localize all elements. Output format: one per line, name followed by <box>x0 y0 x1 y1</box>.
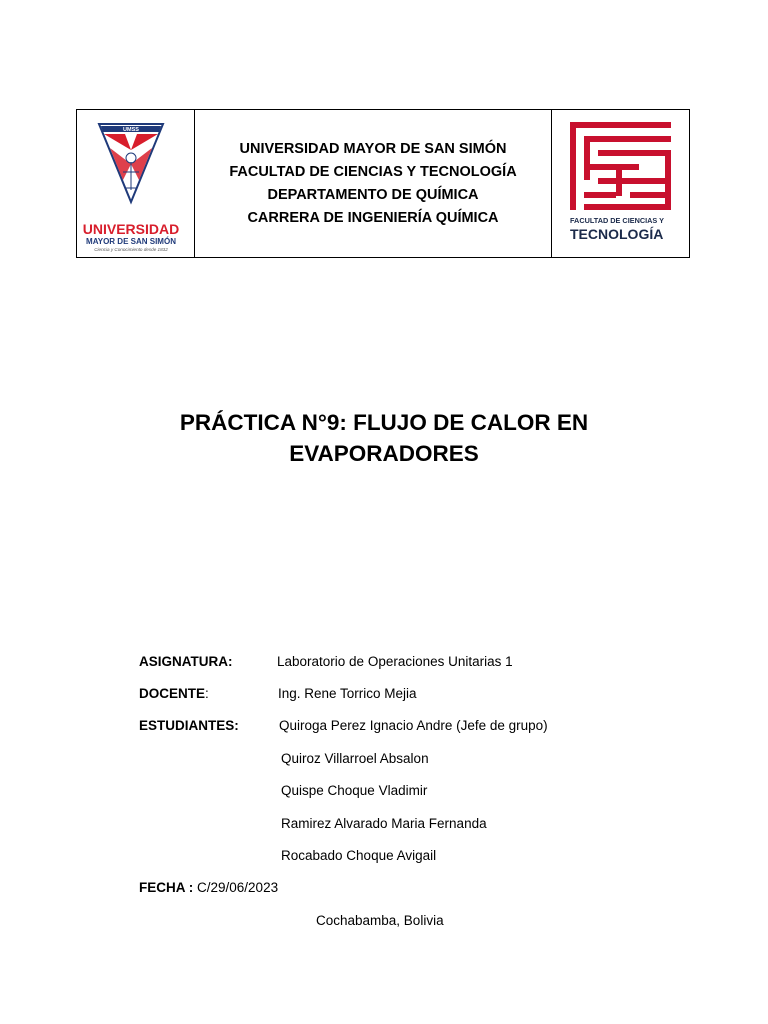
fcyt-emblem-icon <box>570 122 671 210</box>
umss-shield-icon <box>99 124 163 202</box>
estudiantes-label: ESTUDIANTES: <box>139 718 239 733</box>
header-career: CARRERA DE INGENIERÍA QUÍMICA <box>247 209 499 226</box>
docente-label: DOCENTE <box>139 686 206 701</box>
fcyt-line1: FACULTAD DE CIENCIAS Y <box>570 216 665 225</box>
asignatura-value: Laboratorio de Operaciones Unitarias 1 <box>277 654 513 669</box>
practice-title-line1: PRÁCTICA N°9: FLUJO DE CALOR EN <box>179 410 589 435</box>
docente-label-group <box>139 686 209 702</box>
docente-value: Ing. Rene Torrico Mejia <box>278 686 417 701</box>
umss-logo <box>77 110 194 259</box>
umss-name: UNIVERSIDAD <box>82 221 180 237</box>
fecha-value: C/29/06/2023 <box>197 880 279 895</box>
student-item: Rocabado Choque Avigail <box>281 848 437 863</box>
umss-emblem-text: UMSS <box>123 127 139 133</box>
student-item: Ramirez Alvarado Maria Fernanda <box>281 816 487 831</box>
docente-colon: : <box>205 686 209 701</box>
student-item: Quiroga Perez Ignacio Andre (Jefe de grupo) <box>279 718 548 733</box>
asignatura-label: ASIGNATURA: <box>139 654 233 669</box>
umss-subname: MAYOR DE SAN SIMÓN <box>86 237 176 246</box>
fecha-label: FECHA : <box>139 880 194 895</box>
student-item: Quiroz Villarroel Absalon <box>281 751 429 766</box>
header-center-cell <box>195 110 552 257</box>
header-right-cell <box>552 110 689 257</box>
fecha-row <box>139 880 278 896</box>
header-faculty: FACULTAD DE CIENCIAS Y TECNOLOGÍA <box>229 163 517 180</box>
fcyt-logo <box>552 110 689 259</box>
header-left-cell <box>77 110 195 257</box>
practice-title-line2: EVAPORADORES <box>289 441 479 466</box>
practice-title <box>0 407 768 469</box>
fcyt-line2: TECNOLOGÍA <box>570 226 664 242</box>
header-table <box>76 109 690 258</box>
header-university: UNIVERSIDAD MAYOR DE SAN SIMÓN <box>239 140 507 157</box>
header-department: DEPARTAMENTO DE QUÍMICA <box>267 186 479 203</box>
location: Cochabamba, Bolivia <box>316 913 444 928</box>
umss-tagline: Ciencia y Conocimiento desde 1832 <box>94 247 168 252</box>
student-item: Quispe Choque Vladimir <box>281 783 428 798</box>
